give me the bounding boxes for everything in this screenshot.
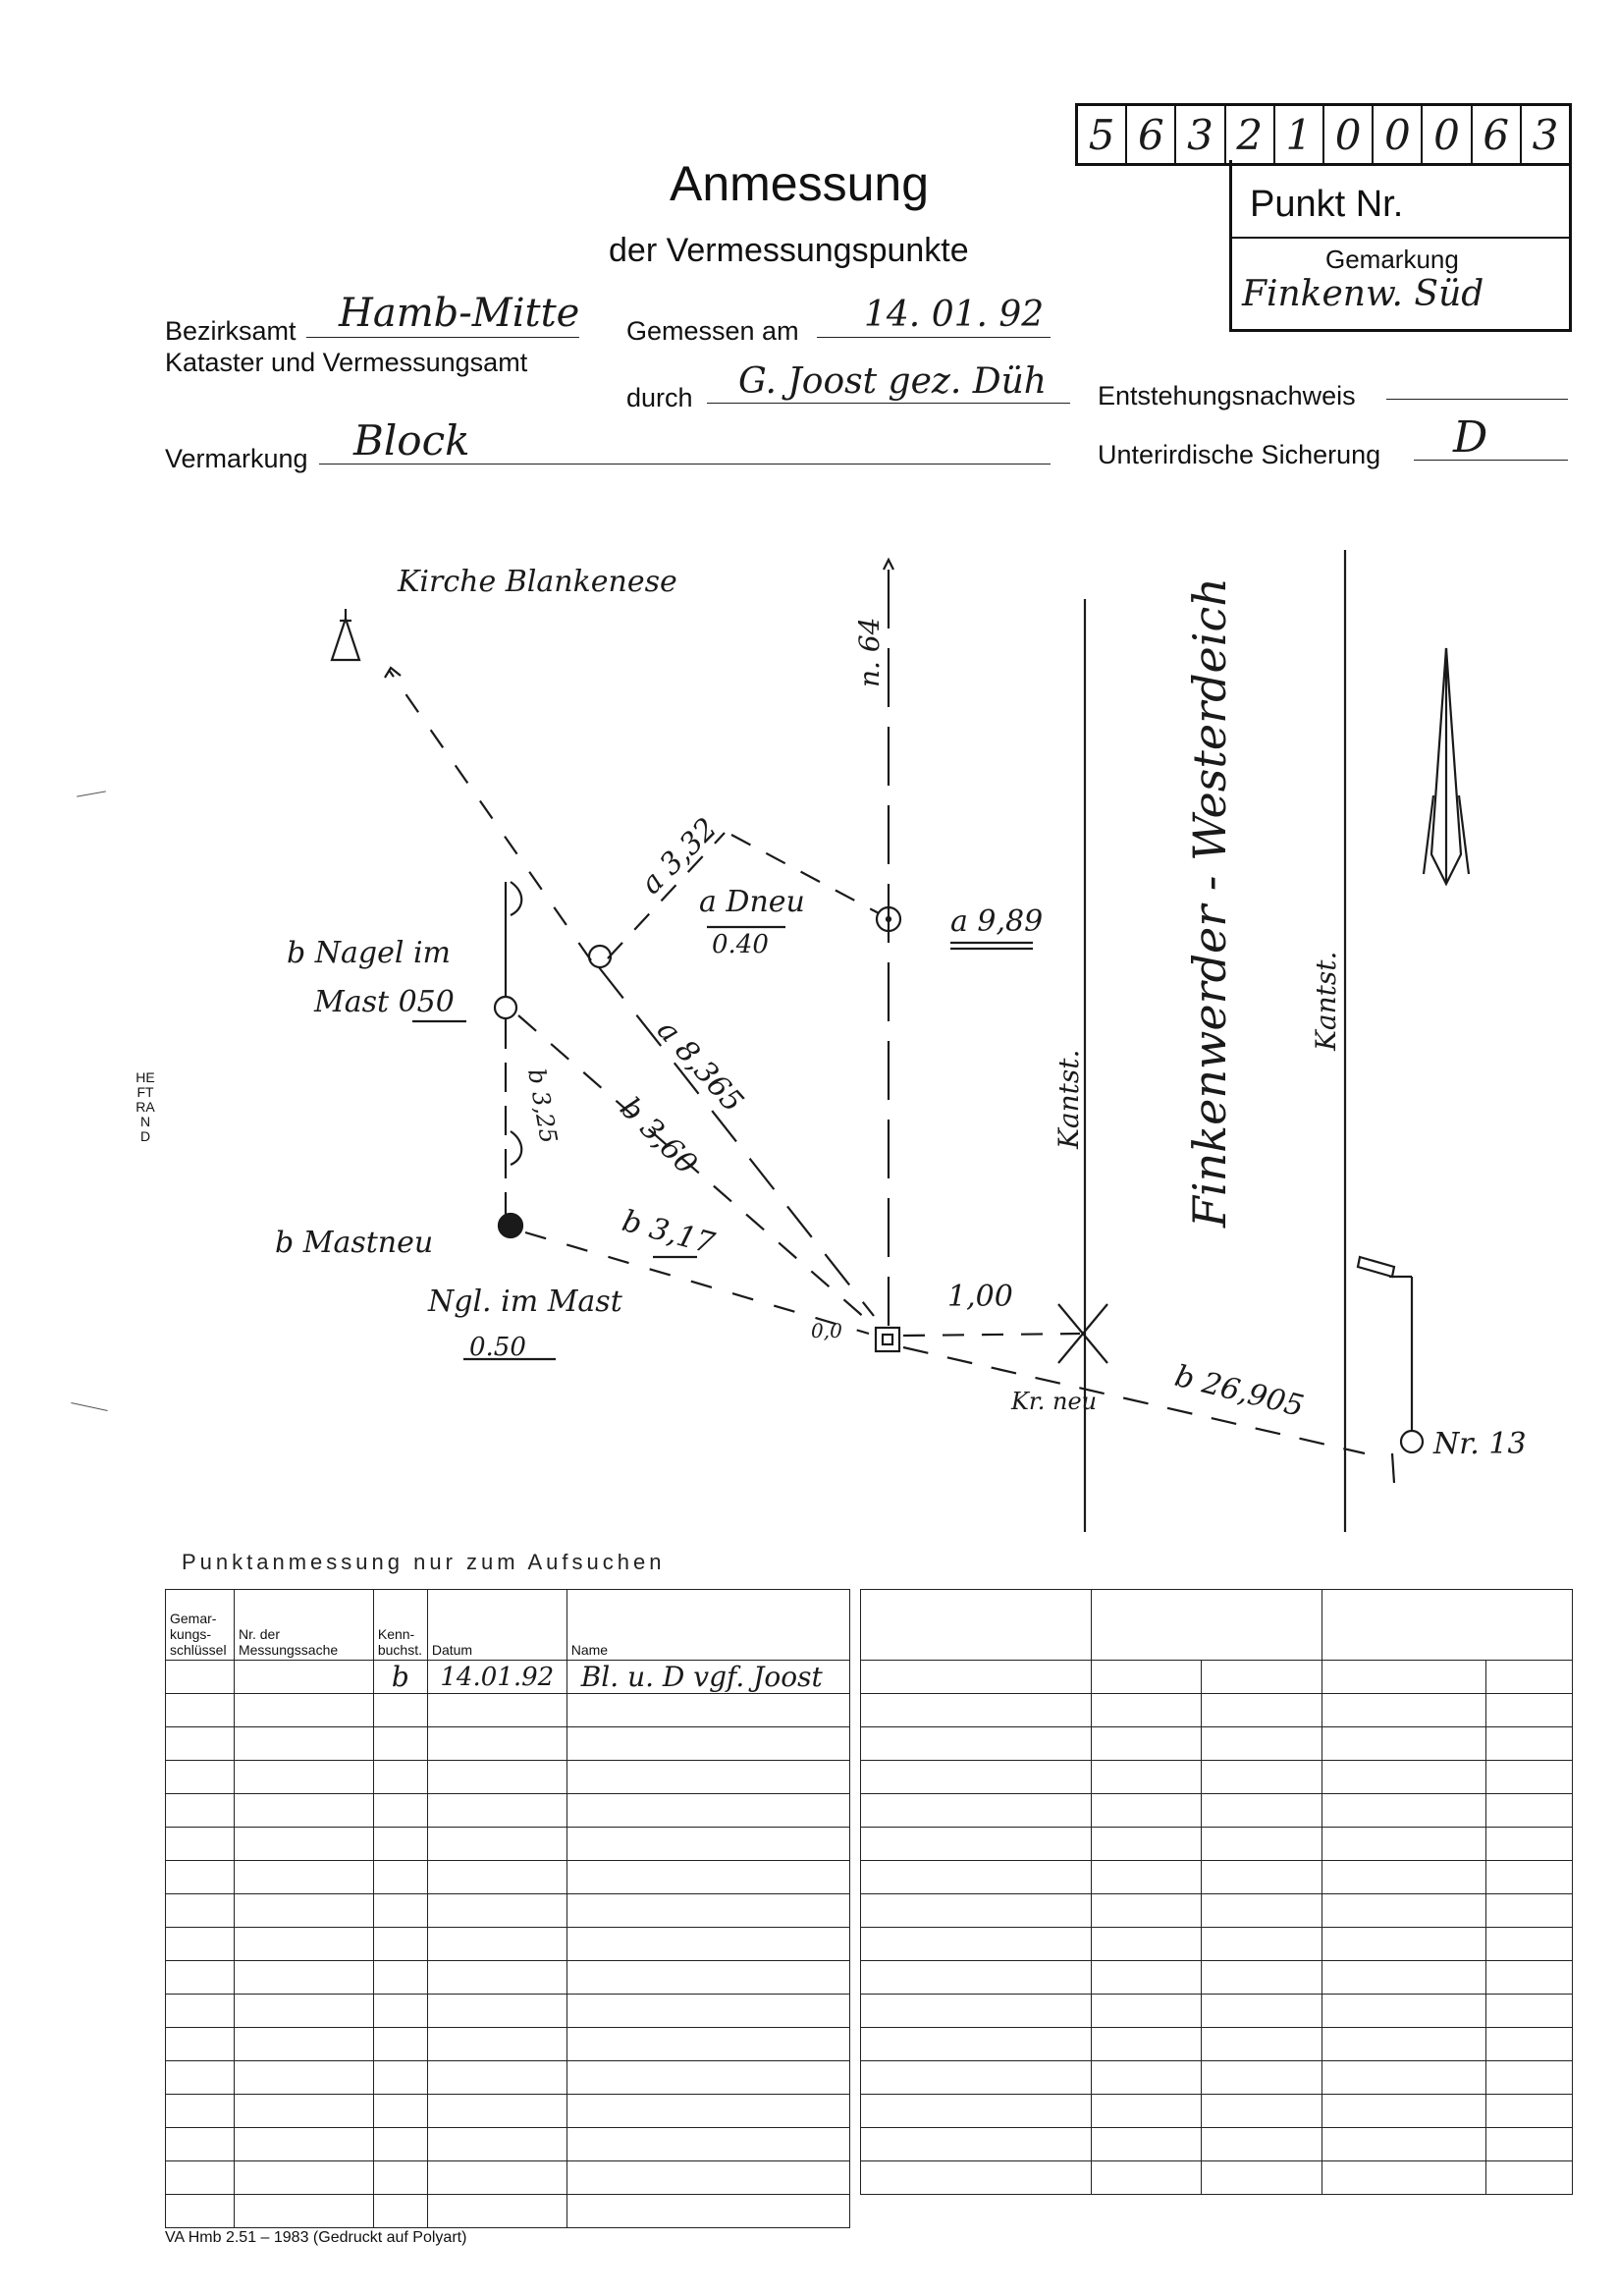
table-row bbox=[861, 2161, 1573, 2195]
punkt-digit: 6 bbox=[1127, 106, 1176, 163]
point-circle bbox=[495, 997, 516, 1018]
left-register-table bbox=[165, 1589, 850, 2228]
label-b317: b 3,17 bbox=[618, 1203, 719, 1262]
gemessen-value: 14. 01. 92 bbox=[864, 295, 1045, 335]
col-header-nr: Nr. der Messungssache bbox=[234, 1590, 373, 1661]
label-kirche: Kirche Blankenese bbox=[398, 565, 677, 599]
vermarkung-value: Block bbox=[353, 416, 470, 465]
table-row bbox=[861, 1995, 1573, 2028]
right-register-table bbox=[860, 1589, 1573, 2195]
kataster-label: Kataster und Vermessungsamt bbox=[165, 348, 528, 377]
cell-kennbuchst: b bbox=[373, 1661, 427, 1694]
survey-sketch bbox=[0, 511, 1618, 1542]
table-row bbox=[861, 1961, 1573, 1995]
table-row bbox=[861, 2061, 1573, 2095]
unterirdisch-value: D bbox=[1453, 412, 1488, 463]
bezirksamt-label: Bezirksamt bbox=[165, 316, 297, 346]
col-header-kennbuchst: Kenn-buchst. bbox=[373, 1590, 427, 1661]
label-ngl-2: 0.50 bbox=[469, 1333, 526, 1362]
table-row bbox=[861, 1661, 1573, 1694]
gemarkung-label: Gemarkung bbox=[1325, 245, 1459, 274]
bezirksamt-value: Hamb-Mitte bbox=[339, 291, 580, 336]
form-footer: VA Hmb 2.51 – 1983 (Gedruckt auf Polyart) bbox=[165, 2229, 467, 2246]
line-100 bbox=[903, 1334, 1080, 1336]
table-row bbox=[166, 1928, 850, 1961]
label-a989: a 9,89 bbox=[950, 904, 1044, 939]
durch-label: durch bbox=[626, 383, 693, 412]
punkt-digit: 0 bbox=[1324, 106, 1374, 163]
table-row bbox=[861, 1761, 1573, 1794]
table-row bbox=[166, 2095, 850, 2128]
punkt-digit: 0 bbox=[1423, 106, 1472, 163]
table-row bbox=[166, 2195, 850, 2228]
label-b26905: b 26,905 bbox=[1171, 1358, 1308, 1425]
table-row bbox=[861, 1861, 1573, 1894]
table-row bbox=[166, 1694, 850, 1727]
vermarkung-label: Vermarkung bbox=[165, 444, 308, 473]
page-title: Anmessung bbox=[670, 156, 930, 211]
table-row bbox=[166, 2128, 850, 2161]
table-row bbox=[166, 1995, 850, 2028]
label-a332: a 3,32 bbox=[633, 811, 725, 902]
punkt-digit: 3 bbox=[1532, 110, 1559, 159]
label-north-ref: n. 64 bbox=[853, 617, 886, 687]
punkt-digit: 6 bbox=[1473, 106, 1522, 163]
punkt-info-box bbox=[1229, 160, 1572, 332]
table-row bbox=[166, 1727, 850, 1761]
point-nr13 bbox=[1401, 1431, 1423, 1452]
punkt-digit: 0 bbox=[1374, 106, 1423, 163]
sight-line-church bbox=[389, 670, 591, 960]
table-row bbox=[861, 1894, 1573, 1928]
table-row bbox=[861, 1828, 1573, 1861]
table-row bbox=[166, 1794, 850, 1828]
label-zero: 0,0 bbox=[811, 1319, 842, 1342]
label-kr-neu: Kr. neu bbox=[1011, 1388, 1098, 1415]
cell-name: Bl. u. D vgf. Joost bbox=[566, 1661, 849, 1694]
point-circle bbox=[589, 946, 611, 967]
durch-value: G. Joost gez. Düh bbox=[738, 361, 1047, 402]
label-kantst-left: Kantst. bbox=[1052, 1049, 1085, 1149]
punkt-digit: 2 bbox=[1226, 106, 1275, 163]
table-row bbox=[166, 1828, 850, 1861]
label-ngl-1: Ngl. im Mast bbox=[428, 1285, 622, 1319]
label-b360: b 3,60 bbox=[613, 1090, 704, 1182]
punkt-digit: 5 bbox=[1078, 106, 1127, 163]
label-b-nagel-1: b Nagel im bbox=[287, 936, 452, 970]
table-row bbox=[166, 1761, 850, 1794]
page-subtitle: der Vermessungspunkte bbox=[609, 232, 969, 269]
table-row bbox=[861, 1794, 1573, 1828]
church-triangulation-icon bbox=[332, 619, 359, 660]
gemarkung-value: Finkenw. Süd bbox=[1242, 274, 1484, 314]
punkt-digit: 1 bbox=[1275, 106, 1324, 163]
col-header-datum: Datum bbox=[427, 1590, 566, 1661]
label-kantst-right: Kantst. bbox=[1310, 951, 1342, 1051]
table-row bbox=[861, 2128, 1573, 2161]
label-100: 1,00 bbox=[947, 1280, 1013, 1314]
table-row bbox=[166, 1661, 850, 1694]
punkt-digit: 3 bbox=[1176, 106, 1225, 163]
table-title: Punktanmessung nur zum Aufsuchen bbox=[182, 1550, 666, 1574]
gemessen-label: Gemessen am bbox=[626, 316, 799, 346]
unterirdisch-label: Unterirdische Sicherung bbox=[1098, 440, 1381, 469]
label-a-dneu: a Dneu bbox=[699, 885, 805, 919]
table-row bbox=[166, 2061, 850, 2095]
label-a8365: a 8,365 bbox=[650, 1012, 750, 1120]
col-header-gemarkung: Gemar-kungs-schlüssel bbox=[166, 1590, 235, 1661]
punkt-label: Punkt Nr. bbox=[1250, 184, 1404, 225]
label-street: Finkenwerder - Westerdeich bbox=[1183, 577, 1236, 1228]
main-point-square bbox=[876, 1328, 899, 1351]
label-040: 0.40 bbox=[712, 930, 769, 959]
table-row bbox=[861, 2028, 1573, 2061]
mast-point bbox=[499, 1214, 522, 1237]
label-b-nagel-2: Mast 050 bbox=[314, 985, 455, 1019]
col-header-name: Name bbox=[566, 1590, 849, 1661]
table-row bbox=[166, 2161, 850, 2195]
table-row bbox=[166, 1961, 850, 1995]
table-row bbox=[861, 1928, 1573, 1961]
heftrand-label: HEFTRAND bbox=[135, 1069, 155, 1144]
table-row bbox=[861, 2095, 1573, 2128]
table-row bbox=[166, 1894, 850, 1928]
label-b-mast: b Mastneu bbox=[275, 1226, 434, 1260]
table-row bbox=[861, 1727, 1573, 1761]
table-row bbox=[166, 1861, 850, 1894]
table-row bbox=[166, 2028, 850, 2061]
label-nr13: Nr. 13 bbox=[1433, 1427, 1527, 1461]
punkt-number-box bbox=[1075, 103, 1572, 166]
entstehung-label: Entstehungsnachweis bbox=[1098, 381, 1356, 410]
label-b325: b 3,25 bbox=[522, 1066, 563, 1146]
cell-datum: 14.01.92 bbox=[427, 1661, 566, 1694]
table-row bbox=[861, 1694, 1573, 1727]
